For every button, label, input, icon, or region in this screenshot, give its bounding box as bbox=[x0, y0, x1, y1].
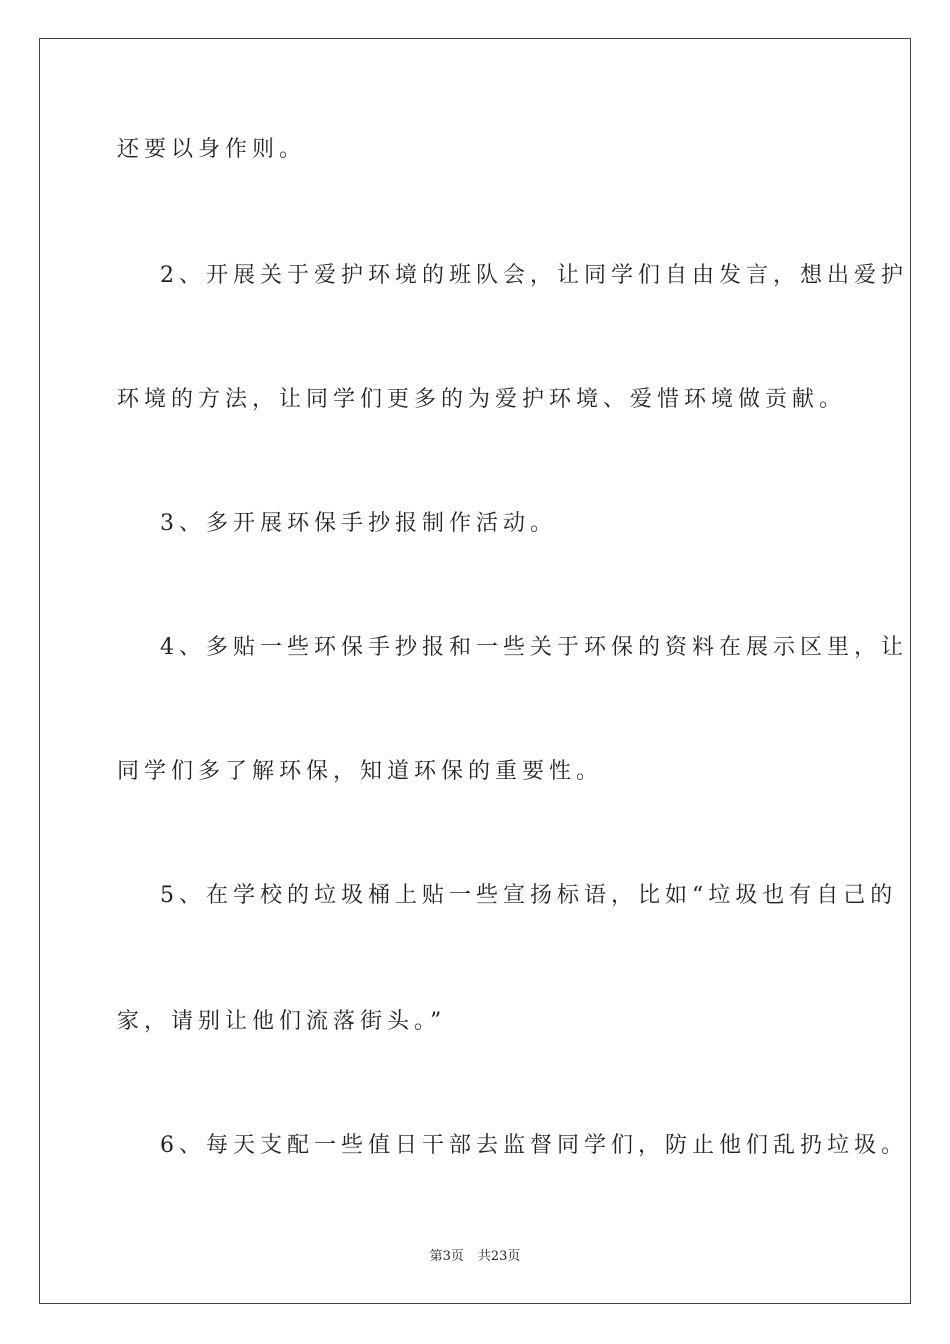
page-total: 共23页 bbox=[477, 1249, 521, 1264]
text-line-6: 同学们多了解环保，知道环保的重要性。 bbox=[117, 759, 604, 784]
text-line-5: 4、多贴一些环保手抄报和一些关于环保的资料在展示区里，让 bbox=[160, 635, 908, 660]
text-line-2: 2、开展关于爱护环境的班队会，让同学们自由发言，想出爱护 bbox=[160, 263, 908, 288]
page-number: 第3页 bbox=[429, 1249, 464, 1264]
text-line-4: 3、多开展环保手抄报制作活动。 bbox=[160, 511, 557, 536]
page-border bbox=[39, 38, 911, 1304]
text-line-7: 5、在学校的垃圾桶上贴一些宣扬标语，比如“垃圾也有自己的 bbox=[160, 883, 898, 908]
text-line-3: 环境的方法，让同学们更多的为爱护环境、爱惜环境做贡献。 bbox=[117, 387, 847, 412]
text-line-8: 家，请别让他们流落街头。” bbox=[117, 1009, 447, 1034]
page-footer bbox=[0, 1248, 950, 1266]
text-line-9: 6、每天支配一些值日干部去监督同学们，防止他们乱扔垃圾。 bbox=[160, 1133, 908, 1158]
text-line-1: 还要以身作则。 bbox=[117, 137, 307, 162]
